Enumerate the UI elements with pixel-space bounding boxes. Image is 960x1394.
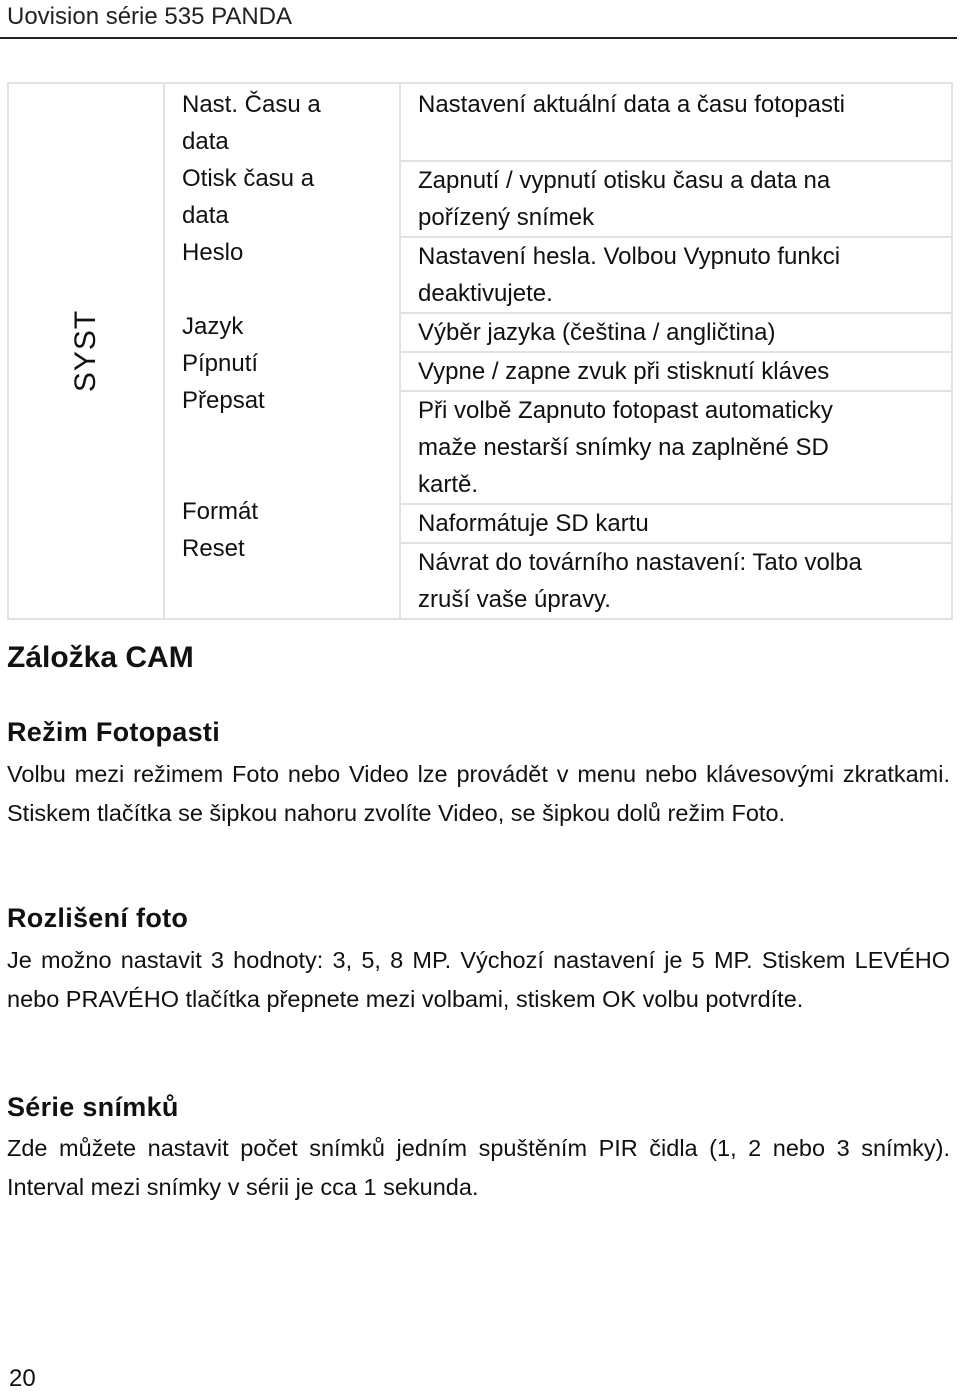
description-line: Výběr jazyka (čeština / angličtina) (418, 319, 776, 346)
menu-item-label (165, 160, 399, 234)
label-line (182, 271, 399, 308)
label-line: Jazyk (182, 313, 244, 340)
menu-item-description (401, 544, 951, 618)
description-line: zruší vaše úpravy. (418, 586, 611, 613)
label-line: Reset (182, 535, 245, 562)
label-line: data (182, 128, 229, 155)
labels-cell (164, 83, 400, 619)
description-line: Nastavení hesla. Volbou Vypnuto funkci (418, 243, 841, 270)
menu-item-description (401, 392, 951, 505)
section-text-burst: Zde můžete nastavit počet snímků jedním spuštěním PIR čidla (1, 2 nebo 3 snímky). Interval mezi snímky v sérii je cca 1 sekunda. (7, 1135, 950, 1200)
menu-item-label (165, 234, 399, 308)
label-line: Heslo (182, 239, 244, 266)
menu-item-description (401, 86, 951, 162)
label-line: Formát (182, 498, 259, 525)
running-header: Uovision série 535 PANDA (7, 3, 293, 30)
label-line: Pípnutí (182, 350, 259, 377)
section-cell (8, 83, 164, 619)
label-line (182, 567, 399, 604)
section-label: SYST (69, 309, 102, 393)
label-line: Otisk času a (182, 165, 315, 192)
menu-item-description (401, 314, 951, 353)
description-line: Vypne / zapne zvuk při stisknutí kláves (418, 358, 830, 385)
label-line (182, 419, 399, 456)
description-line (418, 123, 943, 160)
label-line (182, 456, 399, 493)
section-title-burst: Série snímků (7, 1092, 179, 1122)
description-line: kartě. (418, 471, 479, 498)
label-line: Nast. Času a (182, 91, 321, 118)
description-line: deaktivujete. (418, 280, 553, 307)
description-line: pořízený snímek (418, 204, 595, 231)
cam-tab-heading: Záložka CAM (7, 641, 194, 674)
descriptions-cell (400, 83, 952, 619)
label-line: data (182, 202, 229, 229)
menu-item-label (165, 382, 399, 493)
menu-item-description (401, 505, 951, 544)
menu-item-label (165, 345, 399, 382)
menu-item-description (401, 162, 951, 238)
description-line: Zapnutí / vypnutí otisku času a data na (418, 167, 831, 194)
section-title-mode: Režim Fotopasti (7, 717, 221, 747)
page-number: 20 (9, 1365, 36, 1392)
label-line: Přepsat (182, 387, 265, 414)
section-text-mode: Volbu mezi režimem Foto nebo Video lze provádět v menu nebo klávesovými zkratkami. Stiskem tlačítka se šipkou nahoru zvolíte Video, se šipkou dolů režim Foto. (7, 761, 950, 826)
description-line: Naformátuje SD kartu (418, 510, 649, 537)
menu-item-label (165, 308, 399, 345)
description-line: Při volbě Zapnuto fotopast automaticky (418, 397, 833, 424)
description-line: Nastavení aktuální data a času fotopasti (418, 91, 845, 118)
menu-item-description (401, 353, 951, 392)
menu-item-label (165, 530, 399, 604)
section-text-resolution: Je možno nastavit 3 hodnoty: 3, 5, 8 MP. Výchozí nastavení je 5 MP. Stiskem LEVÉHO nebo PRAVÉHO tlačítka přepnete mezi volbami, stiskem OK volbu potvrdíte. (7, 947, 950, 1012)
menu-item-label (165, 493, 399, 530)
description-line: maže nestarší snímky na zaplněné SD (418, 434, 829, 461)
section-title-resolution: Rozlišení foto (7, 903, 189, 933)
syst-menu-table (7, 82, 953, 620)
menu-item-label (165, 86, 399, 160)
menu-item-description (401, 238, 951, 314)
header-divider (0, 37, 957, 39)
description-line: Návrat do továrního nastavení: Tato volba (418, 549, 862, 576)
